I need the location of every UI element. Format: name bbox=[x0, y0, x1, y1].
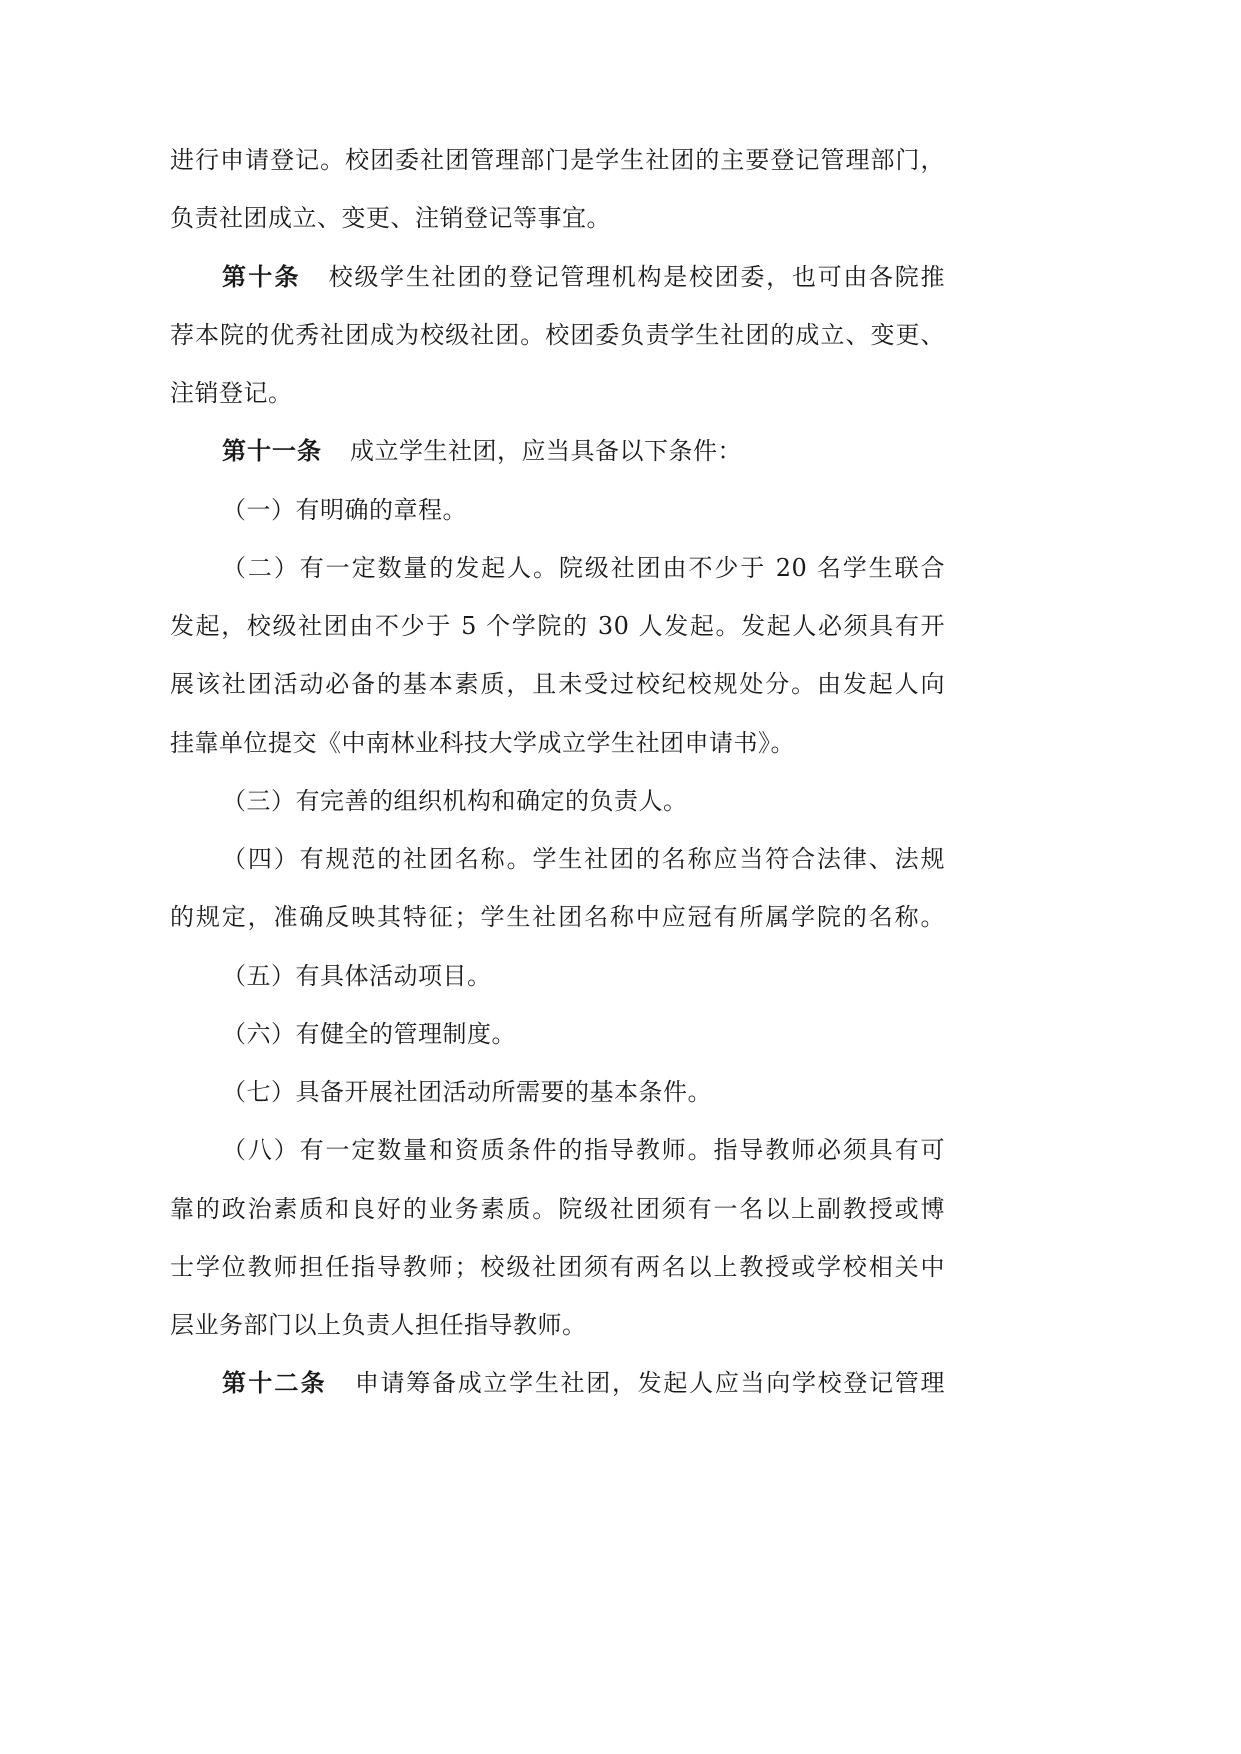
text-line bbox=[170, 1354, 945, 1412]
text-line: （一）有明确的章程。 bbox=[222, 495, 467, 524]
text-line bbox=[170, 248, 945, 306]
text-segment: 成立学生社团，应当具备以下条件： bbox=[350, 437, 742, 466]
text-line: 进行申请登记。校团委社团管理部门是学生社团的主要登记管理部门， bbox=[170, 146, 945, 174]
list-item-paragraph bbox=[170, 1005, 945, 1063]
text-line: 展该社团活动必备的基本素质，且未受过校纪校规处分。由发起人向 bbox=[170, 670, 945, 699]
text-line: 的规定，准确反映其特征；学生社团名称中应冠有所属学院的名称。 bbox=[170, 903, 945, 932]
article-paragraph bbox=[170, 422, 945, 480]
text-line: 士学位教师担任指导教师；校级社团须有两名以上教授或学校相关中 bbox=[170, 1252, 945, 1281]
text-segment: 校级学生社团的登记管理机构是校团委，也可由各院推 bbox=[328, 262, 945, 291]
list-item-paragraph bbox=[170, 947, 945, 1005]
list-item-paragraph bbox=[170, 481, 945, 539]
text-line: 荐本院的优秀社团成为校级社团。校团委负责学生社团的成立、变更、 bbox=[170, 320, 945, 349]
article-number: 第十二条 bbox=[222, 1368, 327, 1398]
paragraph bbox=[170, 131, 945, 248]
list-item-paragraph bbox=[170, 772, 945, 830]
list-item-paragraph bbox=[170, 539, 945, 772]
text-line: （八）有一定数量和资质条件的指导教师。指导教师必须具有可 bbox=[222, 1136, 945, 1165]
text-segment: 申请筹备成立学生社团，发起人应当向学校登记管理 bbox=[354, 1369, 945, 1398]
text-line: 挂靠单位提交《中南林业科技大学成立学生社团申请书》。 bbox=[170, 728, 795, 757]
document-body bbox=[170, 131, 945, 1413]
text-line: 发起，校级社团由不少于 5 个学院的 30 人发起。发起人必须具有开 bbox=[170, 612, 945, 640]
list-item-paragraph bbox=[170, 1121, 945, 1354]
article-paragraph bbox=[170, 1354, 945, 1412]
article-paragraph bbox=[170, 248, 945, 423]
text-line: （三）有完善的组织机构和确定的负责人。 bbox=[222, 786, 688, 815]
list-item-paragraph bbox=[170, 1063, 945, 1121]
text-line bbox=[170, 422, 945, 480]
article-number: 第十条 bbox=[222, 261, 301, 291]
text-line: （六）有健全的管理制度。 bbox=[222, 1019, 516, 1048]
text-line: （二）有一定数量的发起人。院级社团由不少于 20 名学生联合 bbox=[222, 553, 945, 582]
text-line: （五）有具体活动项目。 bbox=[222, 961, 492, 990]
list-item-paragraph bbox=[170, 830, 945, 947]
article-number: 第十一条 bbox=[222, 436, 322, 466]
text-line: 负责社团成立、变更、注销登记等事宜。 bbox=[170, 204, 611, 233]
text-line: （七）具备开展社团活动所需要的基本条件。 bbox=[222, 1078, 712, 1106]
text-line: 靠的政治素质和良好的业务素质。院级社团须有一名以上副教授或博 bbox=[170, 1194, 945, 1223]
text-line: 层业务部门以上负责人担任指导教师。 bbox=[170, 1311, 587, 1339]
text-line: 注销登记。 bbox=[170, 379, 293, 407]
text-line: （四）有规范的社团名称。学生社团的名称应当符合法律、法规 bbox=[222, 845, 945, 873]
